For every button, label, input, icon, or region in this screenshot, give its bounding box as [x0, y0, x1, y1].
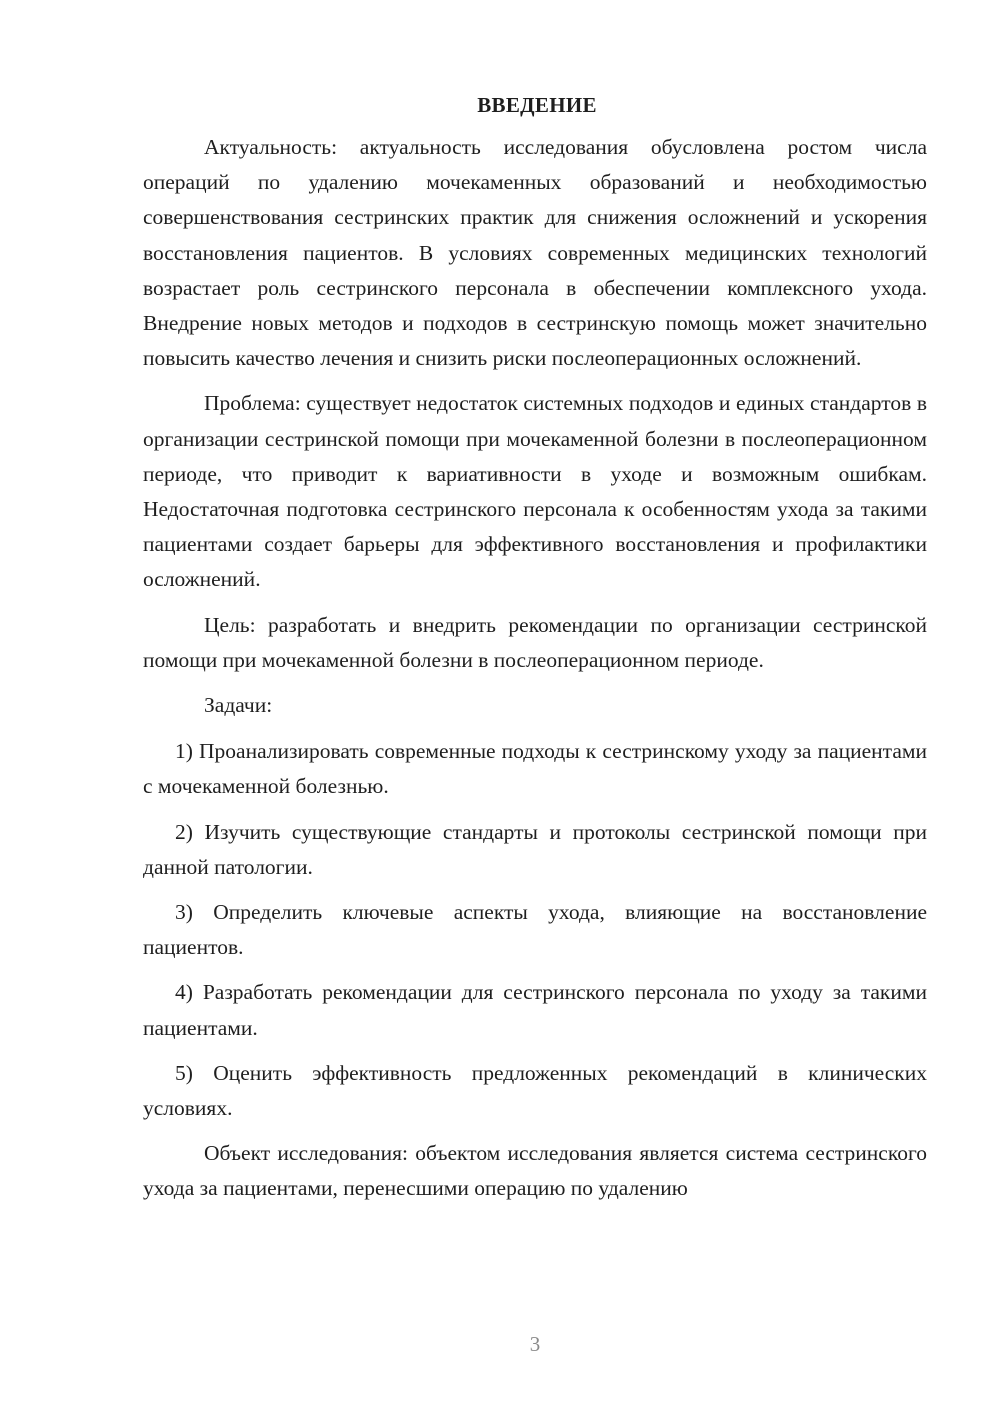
task-item-4: 4) Разработать рекомендации для сестринского персонала по уходу за такими пациентами. — [143, 980, 927, 1040]
problem-paragraph: Проблема: существует недостаток системных подходов и единых стандартов в организации сестринской помощи при мочекаменной болезни в послеоперационном периоде, что приводит к вариативности в уходе и возможным ошибкам. Недостаточная подготовка сестринского персонала к особенностям ухода за такими пациентами создает барьеры для эффективного восстановления и профилактики осложнений. — [143, 391, 927, 592]
task-item-1: 1) Проанализировать современные подходы к сестринскому уходу за пациентами с мочекаменной болезнью. — [143, 739, 927, 799]
section-title: ВВЕДЕНИЕ — [477, 93, 597, 117]
page-number: 3 — [529, 1332, 541, 1356]
task-item-2: 2) Изучить существующие стандарты и протоколы сестринской помощи при данной патологии. — [143, 819, 927, 879]
tasks-heading: Задачи: — [204, 693, 273, 718]
object-paragraph: Объект исследования: объектом исследования является система сестринского ухода за пациентами, перенесшими операцию по удалению — [143, 1141, 927, 1201]
task-item-5: 5) Оценить эффективность предложенных рекомендаций в клинических условиях. — [143, 1060, 927, 1121]
document-page — [143, 90, 927, 1217]
relevance-paragraph: Актуальность: актуальность исследования обусловлена ростом числа операций по удалению мочекаменных образований и необходимостью совершенствования сестринских практик для снижения осложнений и ускорения восстановления пациентов. В условиях современных медицинских технологий возрастает роль сестринского персонала в обеспечении комплексного ухода. Внедрение новых методов и подходов в сестринскую помощь может значительно повысить качество лечения и снизить риски послеоперационных осложнений. — [143, 135, 927, 371]
task-item-3: 3) Определить ключевые аспекты ухода, влияющие на восстановление пациентов. — [143, 900, 927, 960]
goal-paragraph: Цель: разработать и внедрить рекомендации по организации сестринской помощи при мочекаменной болезни в послеоперационном периоде. — [143, 612, 927, 672]
